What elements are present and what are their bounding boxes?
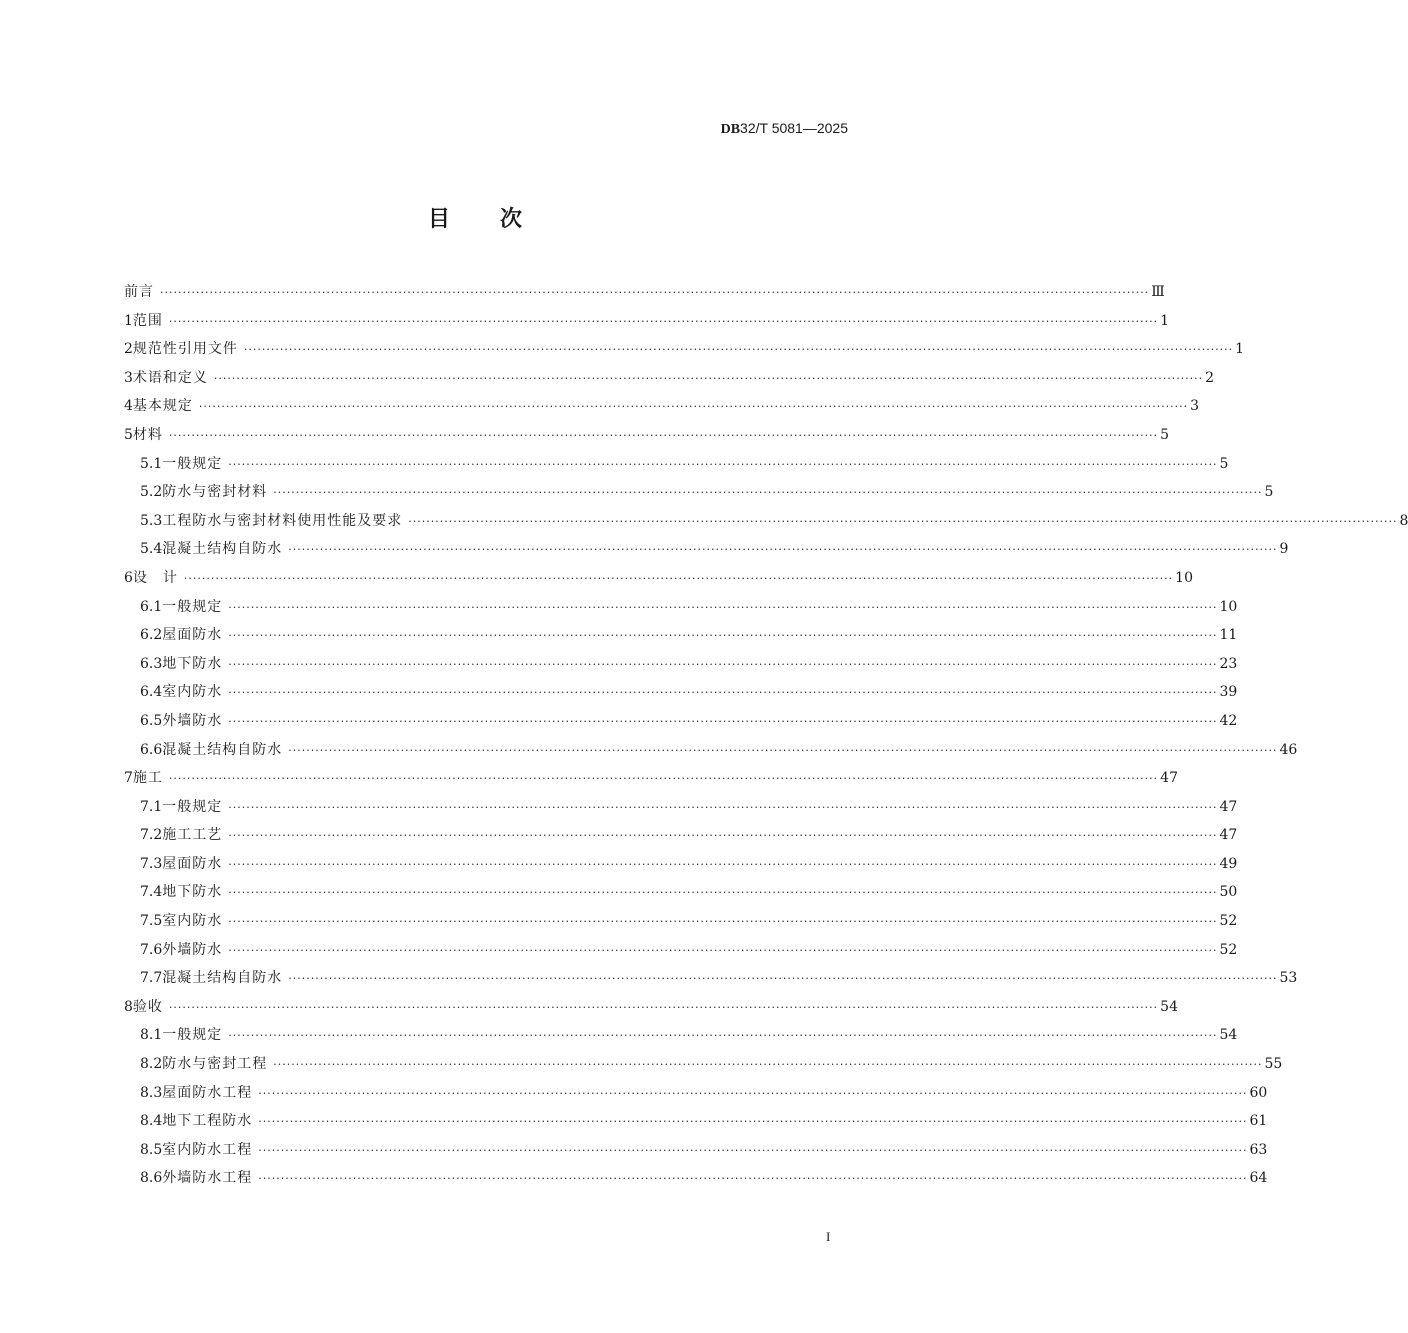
table-of-contents [124,278,1408,1193]
toc-entry-page: 8 [1399,512,1408,529]
toc-leader-dots: ···························································································································································································································· [168,314,1159,328]
toc-leader-dots: ···························································································································································································································· [228,714,1218,728]
toc-entry-page: 1 [1160,312,1170,329]
toc-entry-page: 60 [1249,1084,1268,1101]
toc-entry[interactable] [124,993,1178,1022]
toc-entry-page: 53 [1279,970,1298,987]
toc-entry-number: 3 [124,369,133,386]
toc-entry-page: 63 [1249,1141,1268,1158]
toc-leader-dots: ···························································································································································································································· [258,1172,1248,1186]
toc-entry[interactable] [124,278,1165,307]
toc-entry-label: 屋面防水 [162,855,223,872]
toc-leader-dots: ···························································································································································································································· [168,1000,1159,1014]
toc-entry-number: 7.3 [140,855,163,872]
toc-entry[interactable] [124,507,1408,536]
toc-entry-number: 8.4 [140,1113,163,1130]
toc-entry[interactable] [124,707,1238,736]
toc-entry-number: 6.6 [140,741,163,758]
toc-entry-page: 42 [1219,712,1238,729]
toc-entry-page: 50 [1219,884,1238,901]
toc-entry-number: 6.2 [140,627,163,644]
toc-entry-label: 屋面防水 [162,627,223,644]
toc-entry[interactable] [124,593,1238,622]
toc-entry[interactable] [124,907,1238,936]
toc-entry-label: 一般规定 [162,798,223,815]
toc-leader-dots: ···························································································································································································································· [258,1115,1248,1129]
toc-leader-dots: ···························································································································································································································· [228,943,1218,957]
toc-entry-page: 3 [1190,398,1200,415]
toc-entry-label: 室内防水工程 [162,1141,253,1158]
toc-entry-page: 11 [1219,627,1238,644]
toc-entry-label: 一般规定 [162,455,223,472]
toc-entry[interactable] [124,1050,1283,1079]
toc-entry[interactable] [124,478,1274,507]
toc-entry[interactable] [124,1021,1238,1050]
toc-entry-label: 混凝土结构自防水 [162,741,283,758]
toc-entry-page: 61 [1249,1113,1268,1130]
toc-entry[interactable] [124,936,1238,965]
toc-entry[interactable] [124,678,1238,707]
toc-entry-label: 地下防水 [162,884,223,901]
toc-leader-dots: ···························································································································································································································· [168,428,1159,442]
toc-entry-page: 55 [1264,1056,1283,1073]
toc-entry[interactable] [124,1136,1268,1165]
toc-entry[interactable] [124,764,1178,793]
toc-entry[interactable] [124,421,1170,450]
toc-leader-dots: ···························································································································································································································· [198,400,1189,414]
toc-entry-label: 混凝土结构自防水 [162,541,283,558]
toc-entry[interactable] [124,335,1245,364]
toc-leader-dots: ···························································································································································································································· [273,1058,1263,1072]
toc-entry[interactable] [124,850,1238,879]
toc-leader-dots: ···························································································································································································································· [228,886,1218,900]
toc-entry-number: 8.5 [140,1141,163,1158]
toc-entry-label: 前言 [124,284,154,300]
toc-entry-label: 施工 [132,770,163,787]
toc-entry-label: 术语和定义 [132,369,208,386]
toc-entry-number: 8.3 [140,1084,163,1101]
toc-leader-dots: ···························································································································································································································· [228,457,1218,471]
toc-leader-dots: ···························································································································································································································· [288,972,1278,986]
toc-entry-number: 5.3 [140,512,163,529]
toc-leader-dots: ···························································································································································································································· [243,343,1234,357]
toc-entry-label: 外墙防水 [162,941,223,958]
toc-entry-page: 1 [1235,341,1245,358]
page-title-char-2: 次 [500,206,523,232]
toc-leader-dots: ···························································································································································································································· [228,657,1218,671]
toc-entry-page: 52 [1219,941,1238,958]
toc-entry-label: 防水与密封工程 [162,1056,268,1073]
toc-entry-number: 2 [124,341,133,358]
toc-leader-dots: ···························································································································································································································· [228,600,1218,614]
toc-leader-dots: ···························································································································································································································· [228,800,1218,814]
toc-entry-label: 材料 [132,426,163,443]
toc-entry-label: 外墙防水工程 [162,1170,253,1187]
toc-entry-label: 混凝土结构自防水 [162,970,283,987]
toc-entry[interactable] [124,821,1238,850]
toc-entry-label: 范围 [132,312,163,329]
toc-entry-label: 外墙防水 [162,712,223,729]
toc-leader-dots: ···························································································································································································································· [408,514,1398,528]
toc-entry-page: 5 [1219,455,1229,472]
toc-entry-label: 基本规定 [132,398,193,415]
toc-entry-number: 5.1 [140,455,163,472]
toc-leader-dots: ···························································································································································································································· [288,743,1278,757]
page-number: I [826,1229,831,1244]
toc-entry[interactable] [124,793,1238,822]
toc-entry[interactable] [124,1107,1268,1136]
toc-leader-dots: ···························································································································································································································· [228,686,1218,700]
toc-entry-number: 7.1 [140,798,163,815]
document-code-prefix: DB [720,122,741,137]
toc-entry-number: 7 [124,770,133,787]
toc-entry-number: 7.7 [140,970,163,987]
toc-entry-label: 室内防水 [162,913,223,930]
toc-entry[interactable] [124,736,1298,765]
toc-entry-page: Ⅲ [1151,284,1165,300]
toc-entry-page: 49 [1219,855,1238,872]
toc-entry-label: 屋面防水工程 [162,1084,253,1101]
toc-entry[interactable] [124,450,1229,479]
toc-leader-dots: ···························································································································································································································· [288,543,1278,557]
toc-entry[interactable] [124,964,1298,993]
toc-entry-label: 验收 [132,998,163,1015]
toc-entry[interactable] [124,878,1238,907]
toc-entry[interactable] [124,621,1238,650]
toc-entry-page: 52 [1219,913,1238,930]
toc-entry-page: 10 [1219,598,1238,615]
toc-entry-label: 规范性引用文件 [132,341,238,358]
toc-entry-page: 47 [1160,770,1178,787]
toc-entry[interactable] [124,650,1238,679]
toc-entry-label: 设 计 [132,569,178,586]
document-code [721,120,848,138]
toc-entry-page: 47 [1219,798,1238,815]
toc-entry-number: 6.5 [140,712,163,729]
toc-entry-number: 8.1 [140,1027,163,1044]
toc-entry-number: 6 [124,569,133,586]
toc-leader-dots: ···························································································································································································································· [228,1029,1218,1043]
toc-leader-dots: ···························································································································································································································· [228,857,1218,871]
toc-leader-dots: ···························································································································································································································· [258,1086,1248,1100]
toc-entry-page: 64 [1249,1170,1268,1187]
toc-entry-number: 1 [124,312,133,329]
toc-entry-number: 8.2 [140,1056,163,1073]
toc-entry-number: 5.4 [140,541,163,558]
toc-leader-dots: ···························································································································································································································· [160,286,1150,299]
toc-entry-number: 6.1 [140,598,163,615]
toc-entry[interactable] [124,1164,1268,1193]
toc-entry[interactable] [124,1079,1268,1108]
toc-leader-dots: ···························································································································································································································· [273,486,1263,500]
toc-entry-number: 6.4 [140,684,163,701]
toc-entry-number: 8 [124,998,133,1015]
page-title [0,202,950,233]
toc-entry-number: 7.6 [140,941,163,958]
toc-leader-dots: ···························································································································································································································· [183,571,1174,585]
toc-entry-label: 工程防水与密封材料使用性能及要求 [162,512,403,529]
toc-entry-page: 46 [1279,741,1298,758]
toc-entry-page: 47 [1219,827,1238,844]
toc-entry-label: 地下工程防水 [162,1113,253,1130]
toc-entry[interactable] [124,307,1170,336]
toc-entry[interactable] [124,564,1193,593]
toc-entry-label: 室内防水 [162,684,223,701]
toc-leader-dots: ···························································································································································································································· [228,915,1218,929]
toc-entry-label: 地下防水 [162,655,223,672]
toc-entry[interactable] [124,364,1215,393]
toc-entry-page: 39 [1219,684,1238,701]
toc-entry-number: 4 [124,398,133,415]
toc-entry-label: 一般规定 [162,1027,223,1044]
toc-entry-number: 8.6 [140,1170,163,1187]
toc-entry-number: 6.3 [140,655,163,672]
toc-entry-page: 9 [1279,541,1289,558]
toc-entry-number: 7.4 [140,884,163,901]
toc-entry-page: 5 [1264,484,1274,501]
toc-entry-label: 施工工艺 [162,827,223,844]
toc-leader-dots: ···························································································································································································································· [228,629,1218,643]
toc-leader-dots: ···························································································································································································································· [213,371,1204,385]
toc-entry-label: 防水与密封材料 [162,484,268,501]
toc-entry-number: 7.5 [140,913,163,930]
toc-entry-page: 5 [1160,426,1170,443]
toc-entry-page: 2 [1205,369,1215,386]
toc-entry-number: 5.2 [140,484,163,501]
toc-entry-number: 7.2 [140,827,163,844]
page-title-char-1: 目 [427,206,450,232]
toc-leader-dots: ···························································································································································································································· [258,1143,1248,1157]
toc-entry-page: 10 [1175,569,1193,586]
toc-leader-dots: ···························································································································································································································· [228,829,1218,843]
toc-entry-page: 54 [1219,1027,1238,1044]
toc-entry-number: 5 [124,426,133,443]
toc-entry-page: 54 [1160,998,1178,1015]
document-code-number: 32/T 5081—2025 [740,120,848,136]
toc-entry[interactable] [124,392,1200,421]
toc-entry-page: 23 [1219,655,1238,672]
toc-entry[interactable] [124,535,1289,564]
toc-entry-label: 一般规定 [162,598,223,615]
toc-leader-dots: ···························································································································································································································· [168,772,1159,786]
